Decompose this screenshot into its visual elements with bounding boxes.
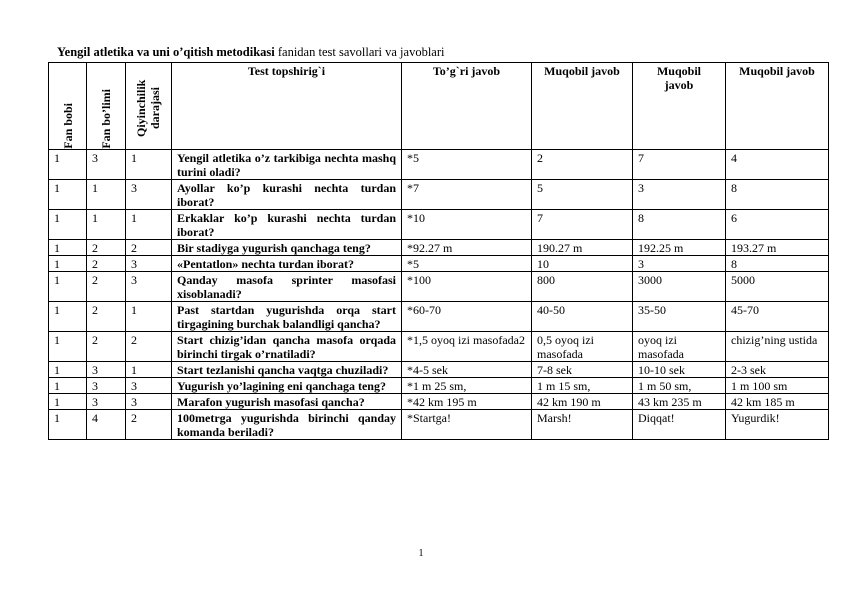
table-body xyxy=(49,150,829,440)
cell-fan-bolimi: 3 xyxy=(87,150,126,180)
cell-correct-answer: *5 xyxy=(402,256,532,272)
cell-fan-bolimi: 1 xyxy=(87,210,126,240)
cell-fan-bolimi: 2 xyxy=(87,272,126,302)
cell-alternative-answer-2: 8 xyxy=(633,210,726,240)
cell-fan-bobi: 1 xyxy=(49,394,87,410)
cell-alternative-answer-2: 7 xyxy=(633,150,726,180)
cell-alternative-answer-3: 8 xyxy=(726,180,829,210)
cell-fan-bobi: 1 xyxy=(49,410,87,440)
cell-correct-answer: *60-70 xyxy=(402,302,532,332)
table-row xyxy=(49,394,829,410)
cell-fan-bobi: 1 xyxy=(49,332,87,362)
cell-fan-bobi: 1 xyxy=(49,378,87,394)
cell-fan-bobi: 1 xyxy=(49,150,87,180)
cell-alternative-answer-3: 193.27 m xyxy=(726,240,829,256)
header-muqobil-javob-2: Muqobil javob xyxy=(633,63,726,150)
cell-qiyinchilik: 1 xyxy=(126,302,172,332)
cell-alternative-answer-3: 2-3 sek xyxy=(726,362,829,378)
cell-alternative-answer-3: 8 xyxy=(726,256,829,272)
header-togri-javob: To’g`ri javob xyxy=(402,63,532,150)
test-table xyxy=(48,62,829,440)
cell-question: Yugurish yo’lagining eni qanchaga teng? xyxy=(172,378,402,394)
header-qiyinchilik-darajasi: Qiyinchilik darajasi xyxy=(126,63,172,150)
cell-alternative-answer-2: oyoq izi masofada xyxy=(633,332,726,362)
table-row xyxy=(49,272,829,302)
cell-fan-bolimi: 4 xyxy=(87,410,126,440)
cell-correct-answer: *5 xyxy=(402,150,532,180)
header-test-topshirigi: Test topshirig`i xyxy=(172,63,402,150)
cell-alternative-answer-3: chizig’ning ustida xyxy=(726,332,829,362)
cell-question: 100metrga yugurishda birinchi qanday komanda beriladi? xyxy=(172,410,402,440)
document-title xyxy=(57,45,444,60)
cell-alternative-answer-2: 192.25 m xyxy=(633,240,726,256)
cell-question: Yengil atletika o’z tarkibiga nechta mashq turini oladi? xyxy=(172,150,402,180)
cell-qiyinchilik: 1 xyxy=(126,150,172,180)
table-row xyxy=(49,410,829,440)
cell-qiyinchilik: 3 xyxy=(126,394,172,410)
table-row xyxy=(49,332,829,362)
cell-qiyinchilik: 2 xyxy=(126,240,172,256)
cell-alternative-answer-3: 42 km 185 m xyxy=(726,394,829,410)
cell-fan-bobi: 1 xyxy=(49,240,87,256)
cell-fan-bolimi: 2 xyxy=(87,332,126,362)
cell-correct-answer: *7 xyxy=(402,180,532,210)
document-title-bold: Yengil atletika va uni o’qitish metodikasi xyxy=(57,45,275,59)
cell-fan-bolimi: 3 xyxy=(87,362,126,378)
cell-correct-answer: *42 km 195 m xyxy=(402,394,532,410)
cell-alternative-answer-1: 7-8 sek xyxy=(532,362,633,378)
cell-correct-answer: *10 xyxy=(402,210,532,240)
cell-fan-bobi: 1 xyxy=(49,256,87,272)
header-muqobil-javob-3: Muqobil javob xyxy=(726,63,829,150)
table-row xyxy=(49,256,829,272)
cell-correct-answer: *1,5 oyoq izi masofada2 xyxy=(402,332,532,362)
header-row xyxy=(49,63,829,150)
cell-fan-bolimi: 2 xyxy=(87,256,126,272)
cell-question: Bir stadiyga yugurish qanchaga teng? xyxy=(172,240,402,256)
cell-correct-answer: *100 xyxy=(402,272,532,302)
cell-qiyinchilik: 2 xyxy=(126,410,172,440)
cell-qiyinchilik: 3 xyxy=(126,180,172,210)
cell-fan-bolimi: 1 xyxy=(87,180,126,210)
cell-alternative-answer-1: 10 xyxy=(532,256,633,272)
table-row xyxy=(49,362,829,378)
cell-fan-bobi: 1 xyxy=(49,302,87,332)
cell-alternative-answer-3: 4 xyxy=(726,150,829,180)
cell-alternative-answer-3: 6 xyxy=(726,210,829,240)
cell-alternative-answer-1: 0,5 oyoq izi masofada xyxy=(532,332,633,362)
cell-alternative-answer-1: 5 xyxy=(532,180,633,210)
document-title-rest: fanidan test savollari va javoblari xyxy=(274,45,445,59)
cell-alternative-answer-2: 10-10 sek xyxy=(633,362,726,378)
cell-alternative-answer-2: 35-50 xyxy=(633,302,726,332)
header-fan-bolimi: Fan bo’limi xyxy=(87,63,126,150)
cell-fan-bolimi: 3 xyxy=(87,394,126,410)
table-row xyxy=(49,240,829,256)
cell-question: Start tezlanishi qancha vaqtga chuziladi? xyxy=(172,362,402,378)
cell-alternative-answer-1: 7 xyxy=(532,210,633,240)
table-row xyxy=(49,378,829,394)
cell-qiyinchilik: 2 xyxy=(126,332,172,362)
cell-qiyinchilik: 3 xyxy=(126,272,172,302)
cell-alternative-answer-1: Marsh! xyxy=(532,410,633,440)
cell-correct-answer: *4-5 sek xyxy=(402,362,532,378)
table-row xyxy=(49,150,829,180)
cell-alternative-answer-3: Yugurdik! xyxy=(726,410,829,440)
cell-correct-answer: *1 m 25 sm, xyxy=(402,378,532,394)
cell-alternative-answer-2: Diqqat! xyxy=(633,410,726,440)
header-muqobil-javob-1: Muqobil javob xyxy=(532,63,633,150)
cell-question: «Pentatlon» nechta turdan iborat? xyxy=(172,256,402,272)
table-row xyxy=(49,210,829,240)
table-row xyxy=(49,302,829,332)
cell-question: Start chizig’idan qancha masofa orqada birinchi tirgak o’rnatiladi? xyxy=(172,332,402,362)
cell-qiyinchilik: 3 xyxy=(126,256,172,272)
cell-alternative-answer-3: 5000 xyxy=(726,272,829,302)
cell-alternative-answer-2: 3 xyxy=(633,256,726,272)
cell-alternative-answer-1: 1 m 15 sm, xyxy=(532,378,633,394)
cell-question: Erkaklar ko’p kurashi nechta turdan iborat? xyxy=(172,210,402,240)
cell-fan-bobi: 1 xyxy=(49,272,87,302)
cell-alternative-answer-1: 800 xyxy=(532,272,633,302)
header-fan-bobi: Fan bobi xyxy=(49,63,87,150)
cell-correct-answer: *92.27 m xyxy=(402,240,532,256)
table-row xyxy=(49,180,829,210)
cell-alternative-answer-2: 1 m 50 sm, xyxy=(633,378,726,394)
cell-question: Ayollar ko’p kurashi nechta turdan iborat? xyxy=(172,180,402,210)
cell-question: Qanday masofa sprinter masofasi xisoblanadi? xyxy=(172,272,402,302)
cell-alternative-answer-1: 40-50 xyxy=(532,302,633,332)
cell-question: Past startdan yugurishda orqa start tirgagining burchak balandligi qancha? xyxy=(172,302,402,332)
cell-correct-answer: *Startga! xyxy=(402,410,532,440)
cell-qiyinchilik: 1 xyxy=(126,362,172,378)
cell-alternative-answer-2: 3000 xyxy=(633,272,726,302)
cell-alternative-answer-2: 3 xyxy=(633,180,726,210)
cell-question: Marafon yugurish masofasi qancha? xyxy=(172,394,402,410)
page-number: 1 xyxy=(418,548,424,559)
cell-fan-bobi: 1 xyxy=(49,210,87,240)
cell-fan-bobi: 1 xyxy=(49,362,87,378)
cell-alternative-answer-3: 1 m 100 sm xyxy=(726,378,829,394)
cell-qiyinchilik: 3 xyxy=(126,378,172,394)
cell-alternative-answer-1: 2 xyxy=(532,150,633,180)
cell-fan-bolimi: 3 xyxy=(87,378,126,394)
cell-fan-bolimi: 2 xyxy=(87,240,126,256)
cell-alternative-answer-3: 45-70 xyxy=(726,302,829,332)
cell-fan-bobi: 1 xyxy=(49,180,87,210)
cell-qiyinchilik: 1 xyxy=(126,210,172,240)
cell-alternative-answer-1: 190.27 m xyxy=(532,240,633,256)
cell-alternative-answer-1: 42 km 190 m xyxy=(532,394,633,410)
cell-fan-bolimi: 2 xyxy=(87,302,126,332)
cell-alternative-answer-2: 43 km 235 m xyxy=(633,394,726,410)
